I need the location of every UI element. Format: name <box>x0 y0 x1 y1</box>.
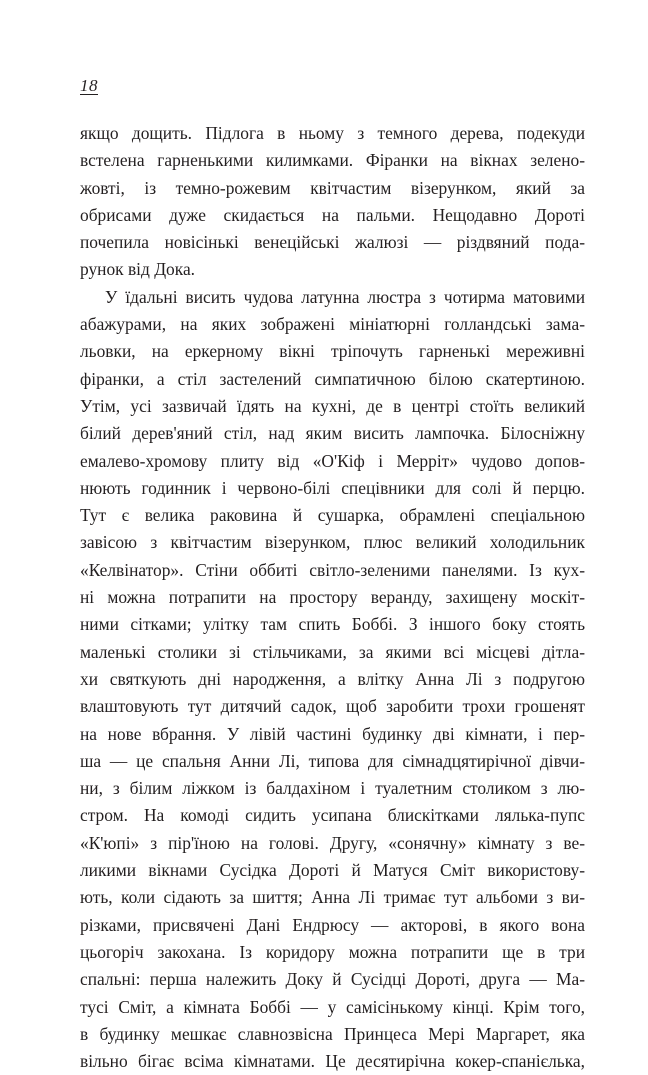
text-line: ша — це спальня Анни Лі, типова для сімнадцятирічної дівчи- <box>80 750 585 771</box>
text-line: абажурами, на яких зображені мініатюрні голландські замa- <box>80 314 585 335</box>
text-line: ють, коли сідають за шиття; Анна Лі тримає тут альбоми з ви- <box>80 887 585 908</box>
text-line: встелена гарненькими килимками. Фіранки на вікнах зелено- <box>80 150 585 171</box>
text-line: маленькі столики зі стільчиками, за якими всі місцеві дітла- <box>80 641 585 662</box>
text-line: Утім, усі зазвичай їдять на кухні, де в центрі стоїть великий <box>80 395 585 416</box>
text-line: Тут є велика раковина й сушарка, обрамлені спеціальною <box>80 505 585 526</box>
body-text <box>80 120 585 1075</box>
text-line: емалево-хромову плиту від «О'Кіф і Меррiт» чудово допов- <box>80 450 585 471</box>
text-line: обрисами дуже скидається на пальми. Нещодавно Дороті <box>80 204 585 225</box>
page-number: 18 <box>80 76 98 95</box>
text-line: влаштовують тут дитячий садок, щоб заробити трохи грошенят <box>80 696 585 717</box>
text-line: білий дерев'яний стіл, над яким висить лампочка. Білосніжну <box>80 423 585 444</box>
text-line: спальні: перша належить Доку й Сусідці Дороті, друга — Ма- <box>80 969 585 990</box>
text-line: льовки, на еркерному вікні тріпочуть гарненькі мереживні <box>80 341 585 362</box>
text-line: почепила новісінькі венеційські жалюзі — різдвяний пода- <box>80 232 585 253</box>
text-line: фіранки, а стіл застелений симпатичною білою скатертиною. <box>80 368 585 389</box>
text-line: вільно бігає всіма кімнатами. Це десятирічна кокер-спанієлька, <box>80 1051 585 1072</box>
text-line: ні можна потрапити на простору веранду, захищену москіт- <box>80 587 585 608</box>
text-line: ликими вікнами Сусідка Дороті й Матуся Сміт використову- <box>80 860 585 881</box>
text-line: ни, з білим ліжком із балдахіном і туалетним столиком з лю- <box>80 778 585 799</box>
text-line: ними сітками; улітку там спить Боббі. З іншого боку стоять <box>80 614 585 635</box>
text-line: У їдальні висить чудова латунна люстра з чотирма матовими <box>105 286 585 307</box>
text-line: нюють годинник і червоно-білі спецівники для солі й перцю. <box>80 477 585 498</box>
text-line: «К'юпі» з пір'їною на голові. Другу, «сонячну» кімнату з ве- <box>80 832 585 853</box>
text-line: якщо дощить. Підлога в ньому з темного дерева, подекуди <box>80 123 585 143</box>
text-line: в будинку мешкає славнозвісна Принцеса Мері Маргарет, яка <box>80 1023 585 1044</box>
text-line: цьогоріч закохана. Із коридору можна потрапити ще в три <box>80 941 585 962</box>
text-line: хи святкують дні народження, а влітку Анна Лі з подругою <box>80 668 585 689</box>
text-line: жовті, із темно-рожевим квітчастим візерунком, який за <box>80 177 585 198</box>
text-line: різками, присвячені Дані Ендрюсу — акторові, в якого вона <box>80 914 585 935</box>
text-line: завісою з квітчастим візерунком, плюс великий холодильник <box>80 532 585 553</box>
text-line: рунок від Дока. <box>80 259 196 280</box>
text-line: на нове вбрання. У лівій частині будинку дві кімнати, і пер- <box>80 723 585 744</box>
text-line: стром. На комоді сидить усипана блискітками лялька-пупс <box>80 805 585 826</box>
text-line: тусі Сміт, а кімната Боббі — у самісінькому кінці. Крім того, <box>80 996 585 1017</box>
text-line: «Келвінатор». Стіни оббиті світло-зеленими панелями. Із кух- <box>80 559 585 580</box>
